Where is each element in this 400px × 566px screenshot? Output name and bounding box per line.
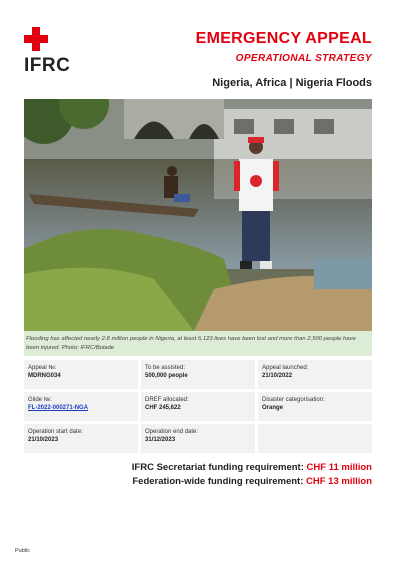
federation-funding-line xyxy=(132,475,372,489)
appeal-number-label: Appeal №: xyxy=(28,365,57,371)
dref-label: DREF allocated: xyxy=(145,397,189,403)
operation-start-value: 21/10/2023 xyxy=(28,437,59,443)
appeal-launched-value: 21/10/2022 xyxy=(262,373,293,379)
info-row xyxy=(24,424,372,453)
info-row xyxy=(24,392,372,421)
secretariat-funding-amount: CHF 11 million xyxy=(306,462,372,473)
page-subtitle: OPERATIONAL STRATEGY xyxy=(235,53,372,64)
dref-cell xyxy=(141,392,255,421)
logo-mark xyxy=(24,27,76,51)
appeal-launched-cell xyxy=(258,360,372,389)
dref-value: CHF 245,622 xyxy=(145,405,181,411)
disaster-category-cell xyxy=(258,392,372,421)
operation-start-label: Operation start date: xyxy=(28,429,83,435)
empty-cell xyxy=(258,424,372,453)
info-row xyxy=(24,360,372,389)
ifrc-logo xyxy=(24,27,76,77)
appeal-launched-label: Appeal launched: xyxy=(262,365,309,371)
glide-label: Glide №: xyxy=(28,397,52,403)
red-cross-icon xyxy=(24,27,48,51)
appeal-number-cell xyxy=(24,360,138,389)
flood-photo-illustration xyxy=(24,99,372,331)
disaster-category-label: Disaster categorisation: xyxy=(262,397,325,403)
appeal-number-value: MDRNG034 xyxy=(28,373,61,379)
operation-start-cell xyxy=(24,424,138,453)
page-title: EMERGENCY APPEAL xyxy=(195,30,372,47)
to-be-assisted-value: 500,000 people xyxy=(145,373,188,379)
disaster-category-value: Orange xyxy=(262,405,284,411)
secretariat-funding-label: IFRC Secretariat funding requirement: xyxy=(131,462,304,473)
funding-requirements xyxy=(132,461,372,489)
appeal-info-grid xyxy=(24,360,372,456)
to-be-assisted-label: To be assisted: xyxy=(145,365,186,371)
glide-link[interactable]: FL-2022-000271-NGA xyxy=(28,405,89,411)
federation-funding-amount: CHF 13 million xyxy=(306,476,372,487)
photo-caption: Flooding has affected nearly 2.8 million people in Nigeria, at least 6,123 lives have been lost and more than 2,500 people have been injured. Photo: IFRC/Bolade xyxy=(24,331,372,356)
cover-photo xyxy=(24,99,372,331)
location-heading: Nigeria, Africa | Nigeria Floods xyxy=(212,77,372,89)
to-be-assisted-cell xyxy=(141,360,255,389)
operation-end-cell xyxy=(141,424,255,453)
glide-cell xyxy=(24,392,138,421)
red-crescent-icon xyxy=(52,27,76,51)
operation-end-label: Operation end date: xyxy=(145,429,199,435)
operation-end-value: 31/12/2023 xyxy=(145,437,176,443)
classification-footer: Public xyxy=(15,548,30,554)
logo-text: IFRC xyxy=(24,55,71,76)
secretariat-funding-line xyxy=(132,461,372,475)
federation-funding-label: Federation-wide funding requirement: xyxy=(132,476,304,487)
